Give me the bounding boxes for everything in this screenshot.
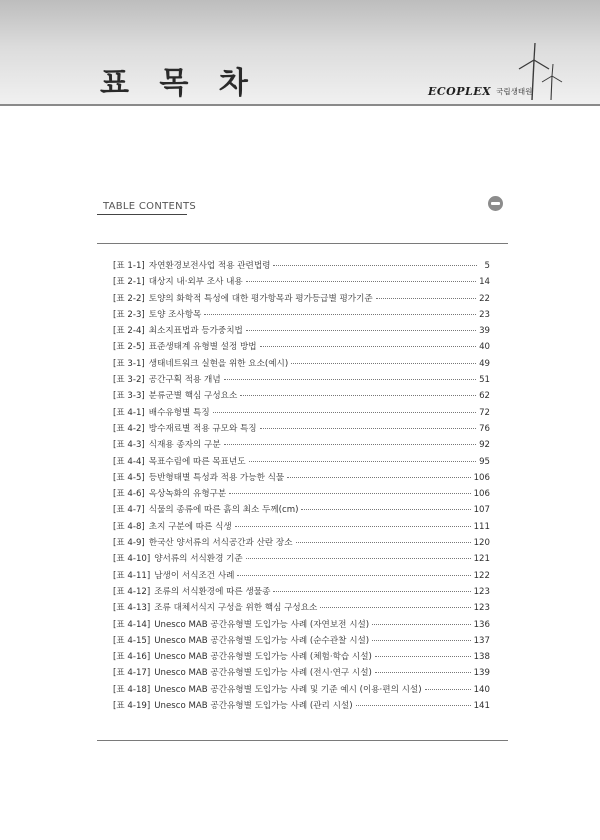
toc-entry-title: 최소지표법과 등가중치법: [148, 326, 243, 337]
toc-dot-leader: [246, 557, 471, 559]
toc-dot-leader: [213, 411, 476, 413]
toc-entry[interactable]: [113, 585, 490, 601]
toc-entry-page: 40: [479, 342, 490, 353]
brand-logo: ECOPLEX: [428, 84, 492, 98]
toc-entry[interactable]: [113, 503, 490, 519]
toc-entry-title: Unesco MAB 공간유형별 도입가능 사례 (전시·연구 시설): [154, 668, 372, 679]
toc-dot-leader: [287, 476, 470, 478]
toc-entry[interactable]: [113, 373, 490, 389]
toc-entry-page: 121: [473, 554, 490, 565]
toc-entry-label: [표 4-5]: [113, 472, 145, 483]
toc-entry[interactable]: [113, 438, 490, 454]
toc-entry-page: 123: [473, 603, 490, 614]
toc-entry[interactable]: [113, 308, 490, 324]
toc-entry-title: 식재용 종자의 구분: [148, 440, 221, 451]
toc-entry-page: 137: [473, 635, 490, 646]
toc-dot-leader: [375, 671, 471, 673]
toc-entry-title: Unesco MAB 공간유형별 도입가능 사례 (순수관찰 시설): [154, 635, 370, 646]
toc-entry-page: 51: [479, 375, 490, 386]
toc-entry[interactable]: [113, 666, 490, 682]
toc-dot-leader: [375, 655, 471, 657]
toc-entry-page: 92: [479, 440, 490, 451]
toc-entry[interactable]: [113, 569, 490, 585]
toc-entry-label: [표 2-2]: [113, 293, 145, 304]
toc-entry-title: 조류 대체서식지 구성을 위한 핵심 구성요소: [154, 603, 318, 614]
toc-entry-label: [표 3-2]: [113, 375, 145, 386]
toc-entry[interactable]: [113, 487, 490, 503]
toc-entry-page: 106: [473, 472, 490, 483]
toc-entry-title: 초지 구분에 따른 식생: [148, 521, 232, 532]
toc-entry-title: Unesco MAB 공간유형별 도입가능 사례 및 기준 예시 (이용·편의 시설): [154, 684, 422, 695]
toc-entry[interactable]: [113, 552, 490, 568]
toc-dot-leader: [291, 362, 476, 364]
toc-entry[interactable]: [113, 618, 490, 634]
toc-entry-page: 136: [473, 619, 490, 630]
toc-entry-label: [표 3-3]: [113, 391, 145, 402]
toc-entry-title: Unesco MAB 공간유형별 도입가능 사례 (관리 시설): [154, 701, 353, 712]
toc-entry[interactable]: [113, 406, 490, 422]
toc-entry-page: 120: [473, 538, 490, 549]
toc-entry-label: [표 4-6]: [113, 489, 145, 500]
brand: [428, 84, 532, 98]
toc-entry-label: [표 4-18]: [113, 684, 151, 695]
toc-entry-label: [표 4-14]: [113, 619, 151, 630]
list-bottom-divider: [97, 740, 508, 741]
toc-entry-title: 양서류의 서식환경 기준: [154, 554, 243, 565]
toc-entry[interactable]: [113, 340, 490, 356]
toc-entry-title: 공간구획 적용 개념: [148, 375, 221, 386]
toc-entry-page: 23: [479, 309, 490, 320]
section-label: TABLE CONTENTS: [103, 201, 196, 212]
toc-dot-leader: [260, 427, 476, 429]
toc-entry-page: 111: [473, 521, 490, 532]
toc-entry[interactable]: [113, 650, 490, 666]
toc-entry-title: 방수재료별 적용 규모와 특징: [148, 423, 257, 434]
toc-entry-title: 생태네트워크 실현을 위한 요소(예시): [148, 358, 289, 369]
toc-entry-title: 대상지 내·외부 조사 내용: [148, 277, 243, 288]
toc-entry-title: 토양 조사항목: [148, 309, 202, 320]
toc-entry-label: [표 3-1]: [113, 358, 145, 369]
wind-turbine-icon: [518, 42, 564, 102]
toc-entry-label: [표 4-10]: [113, 554, 151, 565]
toc-entry[interactable]: [113, 699, 490, 715]
toc-entry-title: 조류의 서식환경에 따른 생물종: [154, 586, 271, 597]
toc-dot-leader: [246, 329, 476, 331]
toc-dot-leader: [372, 623, 470, 625]
toc-dot-leader: [240, 394, 476, 396]
toc-dot-leader: [229, 492, 470, 494]
toc-entry-label: [표 4-15]: [113, 635, 151, 646]
toc-dot-leader: [320, 606, 470, 608]
toc-dot-leader: [224, 378, 476, 380]
toc-entry-title: 배수유형별 특징: [148, 407, 210, 418]
toc-entry-page: 39: [479, 326, 490, 337]
minus-circle-icon: [488, 196, 503, 211]
toc-entry-title: Unesco MAB 공간유형별 도입가능 사례 (자연보전 시설): [154, 619, 370, 630]
toc-entry-title: 등반형태별 특성과 적용 가능한 식물: [148, 472, 285, 483]
toc-entry-page: 107: [473, 505, 490, 516]
toc-entry-page: 22: [479, 293, 490, 304]
toc-entry-page: 62: [479, 391, 490, 402]
toc-entry[interactable]: [113, 520, 490, 536]
toc-entry-page: 141: [473, 701, 490, 712]
toc-entry[interactable]: [113, 292, 490, 308]
toc-entry-page: 76: [479, 423, 490, 434]
toc-dot-leader: [260, 345, 476, 347]
toc-entry[interactable]: [113, 389, 490, 405]
toc-entry-label: [표 4-1]: [113, 407, 145, 418]
toc-dot-leader: [249, 460, 477, 462]
toc-dot-leader: [301, 508, 470, 510]
toc-entry-title: 토양의 화학적 특성에 대한 평가항목과 평가등급별 평가기준: [148, 293, 373, 304]
toc-entry-title: 옥상녹화의 유형구분: [148, 489, 227, 500]
brand-org-name: 국립생태원: [496, 86, 533, 96]
toc-entry[interactable]: [113, 275, 490, 291]
toc-entry-title: 분류군별 핵심 구성요소: [148, 391, 238, 402]
table-of-contents-list: [113, 259, 490, 715]
toc-entry[interactable]: [113, 471, 490, 487]
toc-entry-label: [표 4-4]: [113, 456, 145, 467]
toc-entry-label: [표 4-9]: [113, 538, 145, 549]
toc-entry[interactable]: [113, 536, 490, 552]
toc-entry-label: [표 4-19]: [113, 701, 151, 712]
toc-entry[interactable]: [113, 683, 490, 699]
toc-entry[interactable]: [113, 422, 490, 438]
list-top-divider: [97, 243, 508, 244]
toc-entry[interactable]: [113, 601, 490, 617]
toc-entry-label: [표 4-3]: [113, 440, 145, 451]
toc-dot-leader: [224, 443, 476, 445]
toc-dot-leader: [204, 313, 476, 315]
toc-entry[interactable]: [113, 259, 490, 275]
toc-entry-page: 140: [473, 684, 490, 695]
toc-entry-title: Unesco MAB 공간유형별 도입가능 사례 (체험·학습 시설): [154, 652, 372, 663]
toc-dot-leader: [273, 264, 477, 266]
toc-entry-page: 122: [473, 570, 490, 581]
toc-entry-page: 106: [473, 489, 490, 500]
toc-entry-page: 14: [479, 277, 490, 288]
toc-entry-label: [표 4-11]: [113, 570, 151, 581]
toc-entry-title: 남생이 서식조건 사례: [154, 570, 235, 581]
toc-dot-leader: [296, 541, 471, 543]
toc-entry-title: 표준생태계 유형별 설정 방법: [148, 342, 257, 353]
toc-entry[interactable]: [113, 324, 490, 340]
toc-dot-leader: [356, 704, 471, 706]
toc-dot-leader: [235, 525, 471, 527]
toc-entry-label: [표 4-8]: [113, 521, 145, 532]
toc-dot-leader: [376, 297, 476, 299]
toc-dot-leader: [273, 590, 470, 592]
toc-entry-label: [표 4-12]: [113, 586, 151, 597]
toc-dot-leader: [372, 639, 470, 641]
toc-dot-leader: [246, 280, 476, 282]
toc-entry-page: 72: [479, 407, 490, 418]
toc-entry-label: [표 4-7]: [113, 505, 145, 516]
toc-entry-title: 한국산 양서류의 서식공간과 산란 장소: [148, 538, 293, 549]
toc-entry-label: [표 4-16]: [113, 652, 151, 663]
toc-entry-page: 139: [473, 668, 490, 679]
toc-entry-label: [표 2-4]: [113, 326, 145, 337]
toc-entry-page: 123: [473, 586, 490, 597]
toc-entry[interactable]: [113, 357, 490, 373]
toc-entry-page: 5: [484, 261, 490, 271]
section-underline: [97, 214, 187, 215]
toc-entry-label: [표 1-1]: [113, 261, 145, 271]
header-divider: [0, 104, 600, 106]
toc-dot-leader: [425, 688, 471, 690]
toc-entry-label: [표 4-17]: [113, 668, 151, 679]
toc-entry-page: 95: [479, 456, 490, 467]
page-title: 표 목 차: [100, 66, 258, 101]
toc-entry[interactable]: [113, 455, 490, 471]
toc-entry-title: 식물의 종류에 따른 흙의 최소 두께(cm): [148, 505, 299, 516]
toc-entry-label: [표 4-13]: [113, 603, 151, 614]
toc-entry-title: 목표수림에 따른 목표년도: [148, 456, 246, 467]
toc-entry-page: 138: [473, 652, 490, 663]
toc-entry-label: [표 2-3]: [113, 309, 145, 320]
toc-entry-title: 자연환경보전사업 적용 관련법령: [148, 261, 271, 271]
toc-entry-page: 49: [479, 358, 490, 369]
toc-entry-label: [표 4-2]: [113, 423, 145, 434]
toc-entry[interactable]: [113, 634, 490, 650]
toc-entry-label: [표 2-5]: [113, 342, 145, 353]
toc-dot-leader: [237, 574, 470, 576]
toc-entry-label: [표 2-1]: [113, 277, 145, 288]
